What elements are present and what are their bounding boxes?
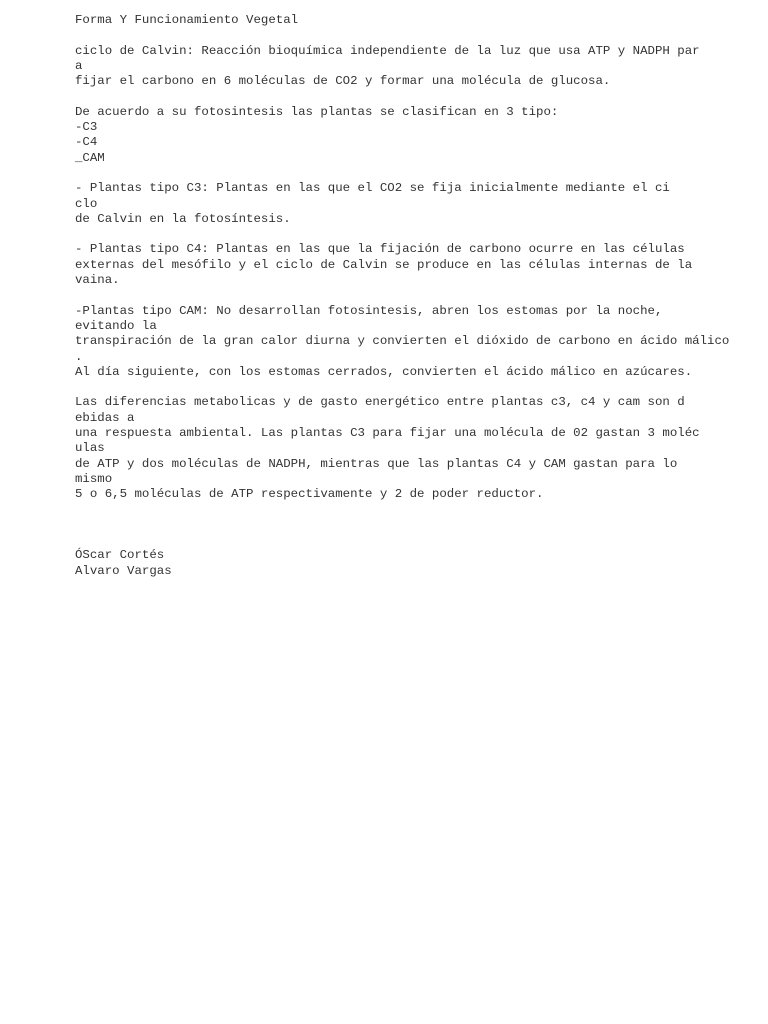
document-line: Las diferencias metabolicas y de gasto energético entre plantas c3, c4 y cam son d <box>75 395 685 410</box>
document-line: Forma Y Funcionamiento Vegetal <box>75 13 299 27</box>
document-line: De acuerdo a su fotosintesis las plantas se clasifican en 3 tipo: <box>75 104 559 119</box>
document-text <box>75 13 755 579</box>
document-line: . <box>75 349 83 364</box>
document-line <box>75 89 755 104</box>
document-line <box>75 533 755 548</box>
document-line: -C3 <box>75 120 98 135</box>
document-line <box>75 503 755 518</box>
document-line: Alvaro Vargas <box>75 563 172 578</box>
document-line: clo <box>75 196 98 211</box>
document-line <box>75 166 755 181</box>
document-line: de Calvin en la fotosíntesis. <box>75 211 291 226</box>
document-line: fijar el carbono en 6 moléculas de CO2 y formar una molécula de glucosa. <box>75 74 611 89</box>
document-line: ulas <box>75 441 105 456</box>
document-line: - Plantas tipo C4: Plantas en las que la fijación de carbono ocurre en las células <box>75 242 685 257</box>
document-line: -C4 <box>75 135 98 150</box>
document-line: ebidas a <box>75 410 135 425</box>
document-line: a <box>75 58 83 73</box>
document-line: -Plantas tipo CAM: No desarrollan fotosintesis, abren los estomas por la noche, <box>75 303 663 318</box>
document-line: 5 o 6,5 moléculas de ATP respectivamente y 2 de poder reductor. <box>75 487 544 502</box>
document-line: externas del mesófilo y el ciclo de Calvin se produce en las células internas de la <box>75 257 693 272</box>
document-line: evitando la <box>75 318 157 333</box>
document-line: _CAM <box>75 150 105 165</box>
document-line <box>75 518 755 533</box>
document-line <box>75 288 755 303</box>
document-line <box>75 227 755 242</box>
document-line <box>75 28 755 43</box>
document-line: mismo <box>75 471 113 486</box>
document-line: vaina. <box>75 273 120 288</box>
document-line: ciclo de Calvin: Reacción bioquímica independiente de la luz que usa ATP y NADPH par <box>75 43 700 58</box>
document-line: una respuesta ambiental. Las plantas C3 para fijar una molécula de 02 gastan 3 moléc <box>75 426 700 441</box>
document-line: ÓScar Cortés <box>75 548 165 563</box>
document-line: - Plantas tipo C3: Plantas en las que el CO2 se fija inicialmente mediante el ci <box>75 181 670 196</box>
document-line: transpiración de la gran calor diurna y convierten el dióxido de carbono en ácido málico <box>75 334 730 349</box>
document-line: de ATP y dos moléculas de NADPH, mientras que las plantas C4 y CAM gastan para lo <box>75 456 678 471</box>
document-line: Al día siguiente, con los estomas cerrados, convierten el ácido málico en azúcares. <box>75 364 693 379</box>
document-line <box>75 380 755 395</box>
